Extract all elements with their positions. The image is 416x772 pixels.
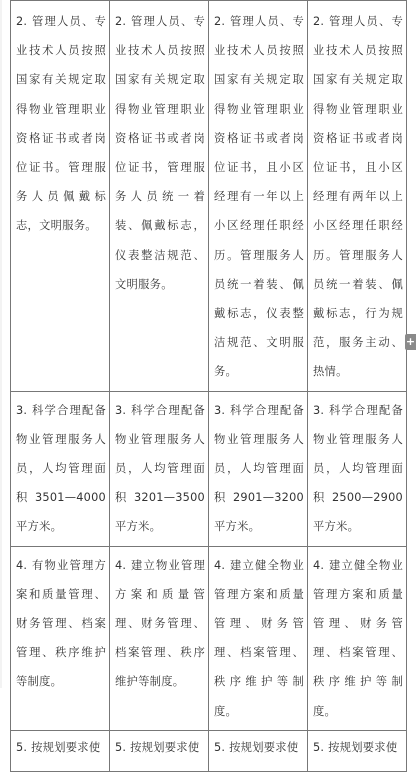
table-cell: 5. 按规划要求使 <box>11 730 110 771</box>
table-cell: 4. 有物业管理方案和质量管理、财务管理、档案管理、秩序维护等制度。 <box>11 546 110 730</box>
expand-handle[interactable] <box>405 334 416 350</box>
table-row <box>11 1 407 392</box>
table-row <box>11 546 407 730</box>
table-cell: 2. 管理人员、专业技术人员按照国家有关规定取得物业管理职业资格证书或者岗位证书。管理服务人员佩戴标志，文明服务。 <box>11 1 110 392</box>
table-cell: 3. 科学合理配备物业管理服务人员，人均管理面积2901—3200平方米。 <box>209 391 308 546</box>
table-row <box>11 391 407 546</box>
table-cell: 3. 科学合理配备物业管理服务人员，人均管理面积2500—2900平方米。 <box>308 391 407 546</box>
table-cell: 4. 建立健全物业管理方案和质量管理、财务管理、档案管理、秩序维护等制度。 <box>209 546 308 730</box>
table-cell: 3. 科学合理配备物业管理服务人员，人均管理面积3501—4000平方米。 <box>11 391 110 546</box>
table-cell: 2. 管理人员、专业技术人员按照国家有关规定取得物业管理职业资格证书或者岗位证书，管理服务人员统一着装、佩戴标志，仪表整洁规范、文明服务。 <box>110 1 209 392</box>
table-row <box>11 730 407 771</box>
table-cell: 5. 按规划要求使 <box>209 730 308 771</box>
table-cell: 4. 建立物业管理方案和质量管理、财务管理、档案管理、秩序维护等制度。 <box>110 546 209 730</box>
plus-icon: + <box>405 335 416 348</box>
table-cell: 2. 管理人员、专业技术人员按照国家有关规定取得物业管理职业资格证书或者岗位证书，且小区经理有两年以上小区经理任职经历。管理服务人员统一着装、佩戴标志，行为规范，服务主动、热情。 <box>308 1 407 392</box>
table-cell: 4. 建立健全物业管理方案和质量管理、财务管理、档案管理、秩序维护等制度。 <box>308 546 407 730</box>
table-cell: 5. 按规划要求使 <box>110 730 209 771</box>
table-cell: 2. 管理人员、专业技术人员按照国家有关规定取得物业管理职业资格证书或者岗位证书，且小区经理有一年以上小区经理任职经历。管理服务人员统一着装、佩戴标志，仪表整洁规范、文明服务。 <box>209 1 308 392</box>
page-left-edge <box>0 0 2 688</box>
table-cell: 3. 科学合理配备物业管理服务人员，人均管理面积3201—3500平方米。 <box>110 391 209 546</box>
standards-table <box>10 0 407 772</box>
table-cell: 5. 按规划要求使 <box>308 730 407 771</box>
